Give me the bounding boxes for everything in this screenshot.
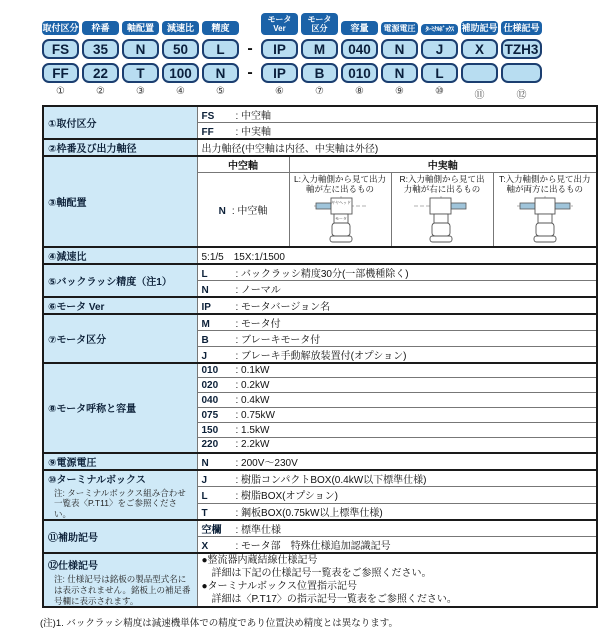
code-description: : 200V～230V bbox=[235, 457, 298, 469]
code-symbol: 075 bbox=[201, 409, 219, 421]
code-header-badge bbox=[261, 8, 298, 35]
row-auxiliary bbox=[43, 520, 597, 537]
code-number: ⑦ bbox=[315, 86, 324, 97]
row-shaft-arrangement bbox=[43, 156, 597, 173]
code-symbol: J bbox=[201, 474, 208, 486]
code-number: ⑥ bbox=[275, 86, 284, 97]
code-value: TZH3 bbox=[504, 41, 539, 57]
code-number: ⑪ bbox=[474, 90, 485, 101]
row-label: ⑨電源電圧 bbox=[43, 453, 197, 470]
code-description: : 標準仕様 bbox=[235, 525, 282, 537]
code-header-badge bbox=[341, 8, 378, 35]
row-label: ④減速比 bbox=[43, 247, 197, 264]
code-description: : モータバージョン名 bbox=[235, 301, 331, 313]
code-header-badge bbox=[202, 8, 239, 35]
code-cell-row1 bbox=[162, 39, 199, 59]
code-symbol: J bbox=[201, 350, 208, 362]
row-value bbox=[197, 314, 597, 331]
spec-table bbox=[42, 105, 598, 608]
row-value bbox=[197, 537, 597, 554]
code-description: : 鋼板BOX(0.75kW以上標準仕様) bbox=[235, 508, 383, 520]
code-cell-row1 bbox=[261, 39, 298, 59]
code-header-badge bbox=[301, 8, 338, 35]
code-value: B bbox=[314, 65, 325, 81]
shaft-left-cell bbox=[289, 173, 391, 247]
code-cell-row2 bbox=[82, 63, 119, 83]
code-description: : モータ部 特殊仕様追加認識記号 bbox=[235, 541, 391, 553]
badge-label: 容量 bbox=[350, 22, 369, 33]
code-cell-row1 bbox=[301, 39, 338, 59]
row-value bbox=[197, 423, 597, 438]
code-number: ④ bbox=[176, 86, 185, 97]
badge-label: モータ bbox=[267, 14, 292, 24]
row-mounting bbox=[43, 106, 597, 123]
code-cell-row1 bbox=[202, 39, 239, 59]
code-header-badge bbox=[42, 8, 79, 35]
code-description: : 0.4kW bbox=[235, 394, 270, 406]
code-symbol: FS bbox=[201, 111, 215, 122]
row-value bbox=[197, 520, 597, 537]
row-label-note: 注: 仕様記号は銘板の製品型式名には表示されません。銘板上の補足番号欄に表示されます。 bbox=[54, 574, 191, 606]
badge-label: 取付区分 bbox=[42, 22, 79, 33]
code-description: : 中実軸 bbox=[235, 127, 272, 138]
code-column-voltage bbox=[381, 8, 418, 99]
badge-label: 軸配置 bbox=[126, 22, 154, 33]
row-label: ⑦モータ区分 bbox=[43, 314, 197, 363]
code-value: 35 bbox=[92, 41, 109, 57]
code-symbol: 220 bbox=[201, 439, 219, 451]
code-number: ③ bbox=[136, 86, 145, 97]
code-description: : 樹脂BOX(オプション) bbox=[235, 491, 338, 503]
code-description: : ブレーキモータ付 bbox=[235, 334, 321, 346]
code-number: ② bbox=[96, 86, 105, 97]
code-symbol: N bbox=[218, 205, 226, 217]
row-label-text: ⑩ターミナルボックス bbox=[48, 474, 146, 486]
code-description: : ブレーキ手動解放装置付(オプション) bbox=[235, 350, 407, 362]
code-header-badge bbox=[421, 8, 458, 35]
code-cell-row2 bbox=[122, 63, 159, 83]
code-description: : 0.2kW bbox=[235, 379, 270, 391]
code-value: 100 bbox=[169, 65, 192, 81]
row-label: ⑪補助記号 bbox=[43, 520, 197, 553]
row-spec-symbol bbox=[43, 553, 597, 607]
code-value: FF bbox=[52, 65, 69, 81]
code-number: ⑩ bbox=[435, 86, 444, 97]
code-value: IP bbox=[273, 41, 286, 57]
code-value: L bbox=[435, 65, 444, 81]
code-number: ⑨ bbox=[395, 86, 404, 97]
row-label bbox=[43, 470, 197, 521]
row-label: ②枠番及び出力軸径 bbox=[43, 139, 197, 156]
row-label bbox=[43, 553, 197, 607]
code-cell-row1 bbox=[82, 39, 119, 59]
code-separator bbox=[242, 8, 258, 83]
code-column-motor-class bbox=[301, 8, 338, 99]
code-description: : 中空軸 bbox=[235, 111, 272, 122]
code-column-capacity bbox=[341, 8, 378, 99]
model-code-builder bbox=[42, 8, 600, 99]
code-description: : 樹脂コンパクトBOX(0.4kW以下標準仕様) bbox=[235, 474, 427, 486]
code-description: : 0.1kW bbox=[235, 364, 270, 376]
code-column-auxiliary bbox=[461, 8, 498, 99]
badge-label: 電源電圧 bbox=[383, 23, 416, 33]
code-symbol: 150 bbox=[201, 424, 219, 436]
code-description: : 1.5kW bbox=[235, 424, 270, 436]
code-column-mounting bbox=[42, 8, 79, 99]
code-symbol: X bbox=[201, 541, 209, 553]
code-description: : 0.75kW bbox=[235, 409, 275, 421]
badge-label-line2: 区分 bbox=[311, 23, 328, 33]
code-cell-row2 bbox=[162, 63, 199, 83]
shaft-both-cell bbox=[493, 173, 597, 247]
badge-label: 精度 bbox=[211, 22, 230, 33]
code-cell-row2 bbox=[341, 63, 378, 83]
code-column-ratio bbox=[162, 8, 199, 99]
code-value: N bbox=[394, 41, 405, 57]
shaft-right-caption: R:入力軸側から見て出力軸が右に出るもの bbox=[399, 173, 485, 194]
svg-text:モータ: モータ bbox=[335, 215, 347, 221]
row-value bbox=[197, 378, 597, 393]
code-value: J bbox=[435, 41, 444, 57]
code-number: ⑤ bbox=[216, 86, 225, 97]
badge-label: 補助記号 bbox=[461, 22, 498, 33]
code-header-badge bbox=[501, 8, 542, 35]
row-value bbox=[197, 393, 597, 408]
code-header-badge bbox=[122, 8, 159, 35]
svg-text:ギヤヘッド: ギヤヘッド bbox=[331, 199, 351, 205]
code-cell-row2 bbox=[301, 63, 338, 83]
code-cell-row1 bbox=[501, 39, 542, 59]
code-cell-row2 bbox=[42, 63, 79, 83]
shaft-right-diagram-icon bbox=[396, 195, 489, 245]
shaft-left-diagram-icon bbox=[294, 195, 387, 245]
subheader-solid-shaft: 中実軸 bbox=[289, 156, 597, 173]
spec-line: 詳細は〈P.T17〉の指示記号一覧表をご参照ください。 bbox=[211, 594, 457, 606]
code-symbol: 010 bbox=[201, 364, 219, 376]
shaft-left-caption: L:入力軸側から見て出力軸が左に出るもの bbox=[293, 173, 387, 194]
row-value bbox=[197, 330, 597, 346]
row-label: ①取付区分 bbox=[43, 106, 197, 139]
row-value bbox=[197, 553, 597, 607]
code-value: 50 bbox=[172, 41, 189, 57]
code-symbol: B bbox=[201, 334, 209, 346]
row-value bbox=[197, 487, 597, 504]
dash: - bbox=[247, 64, 253, 81]
code-value: X bbox=[474, 41, 484, 57]
code-value: 040 bbox=[348, 41, 371, 57]
code-symbol: T bbox=[201, 508, 208, 520]
row-value bbox=[197, 123, 597, 140]
shaft-both-caption: T:入力軸側から見て出力軸が両方に出るもの bbox=[498, 173, 591, 194]
row-value bbox=[197, 470, 597, 487]
code-description: : 中空軸 bbox=[231, 205, 268, 217]
code-symbol: 空欄 bbox=[201, 525, 222, 537]
row-label-note: 注: ターミナルボックス組み合わせ一覧表〈P.T11〉をご参照ください。 bbox=[54, 487, 186, 519]
code-cell-row2 bbox=[421, 63, 458, 83]
code-description: : モータ付 bbox=[235, 318, 281, 330]
code-cell-row2 bbox=[381, 63, 418, 83]
row-voltage bbox=[43, 453, 597, 470]
badge-label: モータ bbox=[307, 14, 332, 24]
row-reduction-ratio bbox=[43, 247, 597, 264]
row-value bbox=[197, 408, 597, 423]
badge-label: 仕様記号 bbox=[503, 22, 540, 33]
code-column-terminal-box bbox=[421, 8, 458, 99]
code-value: L bbox=[216, 41, 225, 57]
row-value bbox=[197, 438, 597, 453]
shaft-right-cell bbox=[391, 173, 493, 247]
row-value bbox=[197, 503, 597, 520]
row-motor-class bbox=[43, 314, 597, 331]
row-frame-diameter bbox=[43, 139, 597, 156]
row-label: ⑥モータ Ver bbox=[43, 297, 197, 314]
code-symbol: N bbox=[201, 284, 209, 296]
code-cell-row1 bbox=[122, 39, 159, 59]
code-symbol: FF bbox=[201, 127, 214, 138]
row-value bbox=[197, 453, 597, 470]
row-value bbox=[197, 264, 597, 281]
code-value: T bbox=[136, 65, 145, 81]
code-symbol: IP bbox=[201, 301, 211, 313]
code-value: FS bbox=[51, 41, 70, 57]
code-cell-row2 bbox=[461, 63, 498, 83]
code-symbol: L bbox=[201, 268, 208, 280]
code-value: N bbox=[135, 41, 146, 57]
code-number: ⑧ bbox=[355, 86, 364, 97]
footnote: (注)1. バックラッシ精度は減速機単体での精度であり位置決め精度とは異なります。 bbox=[40, 618, 398, 629]
code-number: ① bbox=[56, 86, 65, 97]
code-value: 22 bbox=[92, 65, 109, 81]
code-header-badge bbox=[381, 8, 418, 35]
code-cell-row1 bbox=[42, 39, 79, 59]
dash: - bbox=[247, 40, 253, 57]
code-cell-row2 bbox=[261, 63, 298, 83]
code-value: IP bbox=[273, 65, 286, 81]
code-cell-row1 bbox=[341, 39, 378, 59]
row-value bbox=[197, 346, 597, 363]
code-symbol: M bbox=[201, 318, 210, 330]
code-column-spec bbox=[501, 8, 542, 99]
badge-label: 枠番 bbox=[91, 22, 110, 33]
row-terminal-box bbox=[43, 470, 597, 487]
code-symbol: L bbox=[201, 491, 208, 503]
badge-label-line2: Ver bbox=[273, 23, 286, 33]
code-value: 010 bbox=[348, 65, 371, 81]
row-label: ⑤バックラッシ精度（注1） bbox=[43, 264, 197, 297]
spec-line: ●整流器内蔵結線仕様記号 bbox=[201, 555, 318, 567]
row-value bbox=[197, 363, 597, 378]
row-motor-ver bbox=[43, 297, 597, 314]
code-value: N bbox=[215, 65, 226, 81]
subheader-hollow-shaft: 中空軸 bbox=[197, 156, 289, 173]
row-label: ③軸配置 bbox=[43, 156, 197, 247]
code-value: M bbox=[313, 41, 326, 57]
code-cell-row2 bbox=[202, 63, 239, 83]
code-header-badge bbox=[461, 8, 498, 35]
row-label: ⑧モータ呼称と容量 bbox=[43, 363, 197, 453]
code-header-badge bbox=[162, 8, 199, 35]
spec-line: 詳細は下記の仕様記号一覧表をご参照ください。 bbox=[211, 568, 432, 580]
code-symbol: 020 bbox=[201, 379, 219, 391]
badge-label: 減速比 bbox=[166, 22, 194, 33]
row-value bbox=[197, 106, 597, 123]
row-backlash bbox=[43, 264, 597, 281]
code-cell-row2 bbox=[501, 63, 542, 83]
row-label-text: ⑫仕様記号 bbox=[48, 561, 98, 573]
code-column-frame bbox=[82, 8, 119, 99]
hollow-shaft-cell bbox=[197, 173, 289, 247]
code-column-precision bbox=[202, 8, 239, 99]
shaft-both-diagram-icon bbox=[498, 195, 593, 245]
code-cell-row1 bbox=[421, 39, 458, 59]
badge-label: ﾀｰﾐﾅﾙﾎﾞｯｸｽ bbox=[425, 25, 454, 33]
code-header-badge bbox=[82, 8, 119, 35]
code-cell-row1 bbox=[461, 39, 498, 59]
row-value: 出力軸径(中空軸は内径、中実軸は外径) bbox=[197, 139, 597, 156]
code-column-motor-ver bbox=[261, 8, 298, 99]
code-cell-row1 bbox=[381, 39, 418, 59]
row-value bbox=[197, 297, 597, 314]
code-number: ⑫ bbox=[516, 90, 527, 101]
code-symbol: N bbox=[201, 457, 209, 469]
spec-line: ●ターミナルボックス位置指示記号 bbox=[201, 581, 357, 593]
code-column-shaft bbox=[122, 8, 159, 99]
code-description: : 2.2kW bbox=[235, 439, 270, 451]
code-value: N bbox=[394, 65, 405, 81]
row-value: 5:1/5 15X:1/1500 bbox=[197, 247, 597, 264]
code-description: : ノーマル bbox=[235, 284, 281, 296]
code-description: : バックラッシ精度30分(一部機種除く) bbox=[235, 268, 409, 280]
code-symbol: 040 bbox=[201, 394, 219, 406]
row-value bbox=[197, 280, 597, 297]
row-motor-capacity bbox=[43, 363, 597, 378]
